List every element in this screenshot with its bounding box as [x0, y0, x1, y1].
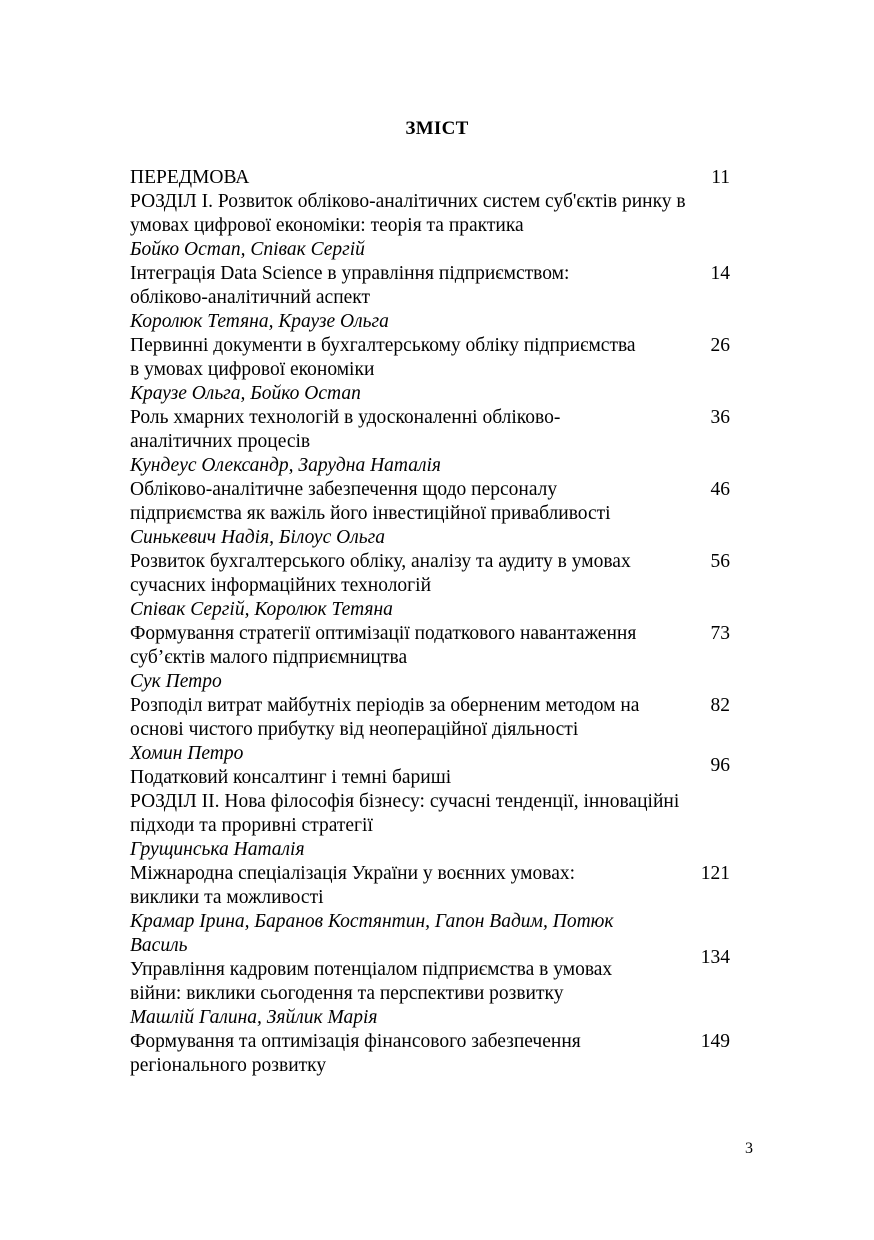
toc-authors [130, 742, 740, 776]
toc-line: Інтеграція Data Science в управління підприємством: [130, 263, 570, 284]
page-number: 3 [745, 1140, 753, 1157]
toc-line: Роль хмарних технологій в удосконаленні обліково- [130, 407, 561, 428]
toc-line: регіонального розвитку [130, 1055, 327, 1076]
toc-authors [130, 526, 740, 550]
toc-entry [130, 478, 740, 526]
toc-entry [130, 1030, 740, 1078]
toc-entry [130, 947, 740, 1006]
toc-authors [130, 838, 740, 862]
toc-line: Міжнародна спеціалізація України у воєнних умовах: [130, 863, 576, 884]
toc-entry [130, 766, 740, 790]
table-of-contents [130, 166, 740, 1078]
toc-line: суб’єктів малого підприємництва [130, 647, 408, 668]
toc-line: РОЗДІЛ ІІ. Нова філософія бізнесу: сучасні тенденції, інноваційні [130, 791, 680, 812]
toc-entry [130, 190, 740, 238]
toc-page-number: 56 [710, 551, 730, 572]
toc-line: РОЗДІЛ І. Розвиток обліково-аналітичних систем суб'єктів ринку в [130, 191, 686, 212]
toc-entry [130, 862, 740, 910]
toc-entry [130, 406, 740, 454]
toc-line: Краузе Ольга, Бойко Остап [130, 383, 361, 404]
toc-page-number: 82 [710, 695, 730, 716]
toc-line: Сук Петро [130, 671, 222, 692]
toc-page-number: 11 [711, 167, 730, 188]
toc-line: Формування стратегії оптимізації податкового навантаження [130, 623, 637, 644]
toc-page-number: 96 [710, 755, 730, 776]
toc-line: Грущинська Наталія [130, 839, 305, 860]
toc-authors [130, 1006, 740, 1030]
page-title: ЗМІСТ [405, 118, 469, 139]
toc-page-number: 149 [700, 1031, 730, 1052]
toc-line: умовах цифрової економіки: теорія та практика [130, 215, 524, 236]
toc-line: війни: виклики сьогодення та перспективи розвитку [130, 983, 564, 1004]
toc-page-number: 134 [700, 947, 730, 968]
toc-authors [130, 310, 740, 334]
toc-line: основі чистого прибутку від неопераційної діяльності [130, 719, 579, 740]
toc-page-number: 73 [710, 623, 730, 644]
toc-entry [130, 622, 740, 670]
toc-line: Обліково-аналітичне забезпечення щодо персоналу [130, 479, 558, 500]
toc-page-number: 14 [710, 263, 730, 284]
toc-line: Податковий консалтинг і темні бариші [130, 767, 452, 788]
toc-line: підходи та проривні стратегії [130, 815, 373, 836]
toc-line: підприємства як важіль його інвестиційної привабливості [130, 503, 611, 524]
toc-entry [130, 790, 740, 838]
toc-line: Машлій Галина, Зяйлик Марія [130, 1007, 378, 1028]
toc-line: Співак Сергій, Королюк Тетяна [130, 599, 393, 620]
toc-line: Королюк Тетяна, Краузе Ольга [130, 311, 389, 332]
toc-line: ПЕРЕДМОВА [130, 167, 250, 188]
toc-page-number: 36 [710, 407, 730, 428]
toc-line: в умовах цифрової економіки [130, 359, 375, 380]
toc-line: обліково-аналітичний аспект [130, 287, 371, 308]
toc-authors [130, 382, 740, 406]
toc-line: Синькевич Надія, Білоус Ольга [130, 527, 385, 548]
toc-line: Василь [130, 935, 188, 956]
toc-line: Кундеус Олександр, Зарудна Наталія [130, 455, 441, 476]
toc-line: виклики та можливості [130, 887, 324, 908]
toc-line: Хомин Петро [130, 743, 244, 764]
toc-authors [130, 454, 740, 478]
toc-page-number: 121 [700, 863, 730, 884]
toc-entry [130, 262, 740, 310]
toc-line: сучасних інформаційних технологій [130, 575, 432, 596]
toc-line: Розвиток бухгалтерського обліку, аналізу та аудиту в умовах [130, 551, 631, 572]
toc-entry [130, 694, 740, 742]
toc-authors [130, 598, 740, 622]
toc-line: Управління кадровим потенціалом підприємства в умовах [130, 959, 613, 980]
toc-authors [130, 670, 740, 694]
toc-line: аналітичних процесів [130, 431, 311, 452]
toc-authors [130, 238, 740, 262]
toc-line: Розподіл витрат майбутніх періодів за оберненим методом на [130, 695, 640, 716]
toc-page-number: 26 [710, 335, 730, 356]
toc-entry [130, 550, 740, 598]
toc-entry [130, 166, 740, 190]
toc-line: Первинні документи в бухгалтерському обліку підприємства [130, 335, 636, 356]
toc-line: Формування та оптимізація фінансового забезпечення [130, 1031, 581, 1052]
toc-entry [130, 334, 740, 382]
toc-line: Крамар Ірина, Баранов Костянтин, Гапон Вадим, Потюк [130, 911, 614, 932]
toc-line: Бойко Остап, Співак Сергій [130, 239, 365, 260]
toc-page-number: 46 [710, 479, 730, 500]
